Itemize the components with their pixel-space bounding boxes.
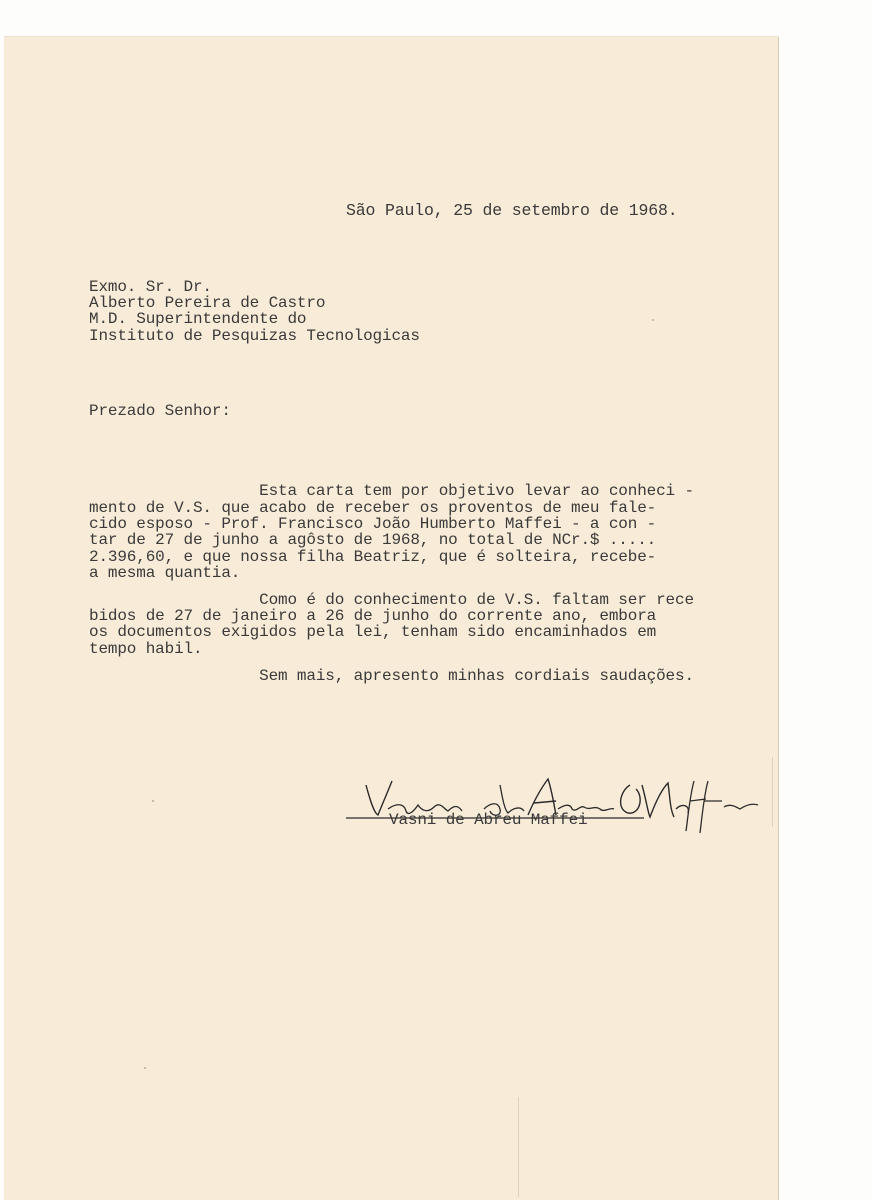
paragraph-1-line: a mesma quantia. bbox=[89, 564, 241, 582]
paper-speck bbox=[144, 1067, 146, 1069]
addressee-position: M.D. Superintendente do bbox=[89, 310, 307, 328]
paper-mark bbox=[772, 757, 773, 827]
paragraph-1-line: 2.396,60, e que nossa filha Beatriz, que é solteira, recebe- bbox=[89, 548, 657, 566]
paragraph-2-line: os documentos exigidos pela lei, tenham sido encaminhados em bbox=[89, 623, 657, 641]
paragraph-1-line: Esta carta tem por objetivo levar ao conheci - bbox=[89, 482, 694, 500]
letter-paper bbox=[4, 37, 778, 1200]
paragraph-1-line: tar de 27 de junho a agôsto de 1968, no total de NCr.$ ..... bbox=[89, 531, 657, 549]
paragraph-2-line: tempo habil. bbox=[89, 640, 203, 658]
paragraph-2-line: bidos de 27 de janeiro a 26 de junho do corrente ano, embora bbox=[89, 607, 657, 625]
addressee-title: Exmo. Sr. Dr. bbox=[89, 278, 212, 296]
paragraph-2-line: Como é do conhecimento de V.S. faltam ser rece bbox=[89, 591, 694, 609]
paper-speck bbox=[152, 800, 154, 802]
paragraph-1-line: cido esposo - Prof. Francisco João Humberto Maffei - a con - bbox=[89, 515, 657, 533]
paper-mark bbox=[518, 1097, 519, 1197]
addressee-institution: Instituto de Pesquizas Tecnologicas bbox=[89, 327, 420, 345]
paper-speck bbox=[652, 319, 654, 321]
paragraph-1-line: mento de V.S. que acabo de receber os proventos de meu fale- bbox=[89, 499, 657, 517]
date-line: São Paulo, 25 de setembro de 1968. bbox=[346, 201, 678, 220]
closing-line: Sem mais, apresento minhas cordiais saudações. bbox=[89, 667, 694, 685]
salutation: Prezado Senhor: bbox=[89, 402, 231, 420]
signatory-name: Vasni de Abreu Maffei bbox=[389, 811, 588, 829]
addressee-name: Alberto Pereira de Castro bbox=[89, 294, 326, 312]
